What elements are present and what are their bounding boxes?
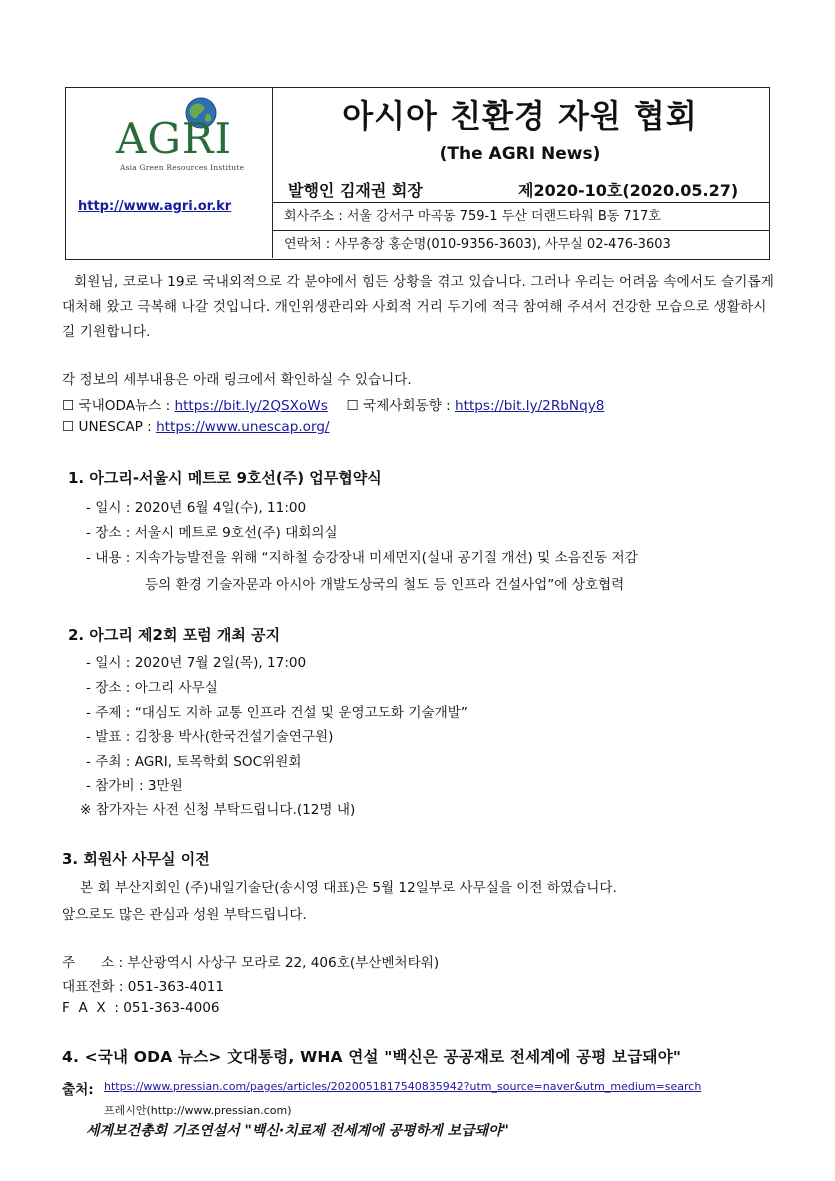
branch-address: 주 소 : 부산광역시 사상구 모라로 22, 406호(부산벤처타워) xyxy=(62,955,440,971)
section-2-title: 2. 아그리 제2회 포럼 개최 공지 xyxy=(68,626,281,644)
issue-number: 제2020-10호(2020.05.27) xyxy=(518,181,739,200)
contact-info: 연락처 : 사무총장 홍순명(010-9356-3603), 사무실 02-476-3603 xyxy=(272,230,770,258)
company-address: 회사주소 : 서울 강서구 마곡동 759-1 두산 더랜드타워 B동 717호 xyxy=(272,202,770,230)
source-label: 출처: xyxy=(62,1082,94,1098)
intl-trend-link[interactable]: https://bit.ly/2RbNqy8 xyxy=(455,398,605,414)
branch-phone: 대표전화 : 051-363-4011 xyxy=(62,979,225,995)
section-2-item: - 일시 : 2020년 7월 2일(목), 17:00 xyxy=(86,655,307,671)
section-2-item: - 장소 : 아그리 사무실 xyxy=(86,680,218,696)
section-1-item: - 장소 : 서울시 메트로 9호선(주) 대회의실 xyxy=(86,525,338,541)
source-link[interactable]: https://www.pressian.com/pages/articles/2020051817540835942?utm_source=naver&utm_medium=search xyxy=(104,1080,702,1093)
section-1-title: 1. 아그리-서울시 메트로 9호선(주) 업무협약식 xyxy=(68,469,382,487)
section-3-title: 3. 회원사 사무실 이전 xyxy=(62,850,210,868)
section-4-title: 4. <국내 ODA 뉴스> 文대통령, WHA 연설 "백신은 공공재로 전세계에 공평 보급돼야" xyxy=(62,1048,682,1066)
logo-cell xyxy=(66,88,273,258)
publisher: 발행인 김재권 회장 xyxy=(288,181,423,200)
section-3-line: 앞으로도 많은 관심과 성원 부탁드립니다. xyxy=(62,907,307,923)
logo-subtitle: Asia Green Resources Institute xyxy=(120,163,245,172)
branch-fax: F A X : 051-363-4006 xyxy=(62,1000,220,1016)
link-row-2 xyxy=(62,419,330,435)
source-site: 프레시안(http://www.pressian.com) xyxy=(104,1104,292,1117)
intl-trend-label: ☐ 국제사회동향 : xyxy=(346,398,455,414)
unescap-label: ☐ UNESCAP : xyxy=(62,419,157,435)
section-1-item: 등의 환경 기술자문과 아시아 개발도상국의 철도 등 인프라 건설사업”에 상호협력 xyxy=(145,577,625,593)
section-2-item: - 주최 : AGRI, 토목학회 SOC위원회 xyxy=(86,754,302,770)
section-2-item: - 참가비 : 3만원 xyxy=(86,778,183,794)
logo-text: AGRI xyxy=(116,114,233,163)
section-1-item: - 내용 : 지속가능발전을 위해 “지하철 승강장내 미세먼지(실내 공기질 개선) 및 소음진동 저감 xyxy=(86,550,638,566)
newsletter-name: (The AGRI News) xyxy=(439,144,601,164)
website-link[interactable]: http://www.agri.or.kr xyxy=(78,199,232,214)
unescap-link[interactable]: https://www.unescap.org/ xyxy=(156,419,330,435)
section-1-item: - 일시 : 2020년 6월 4일(수), 11:00 xyxy=(86,500,307,516)
oda-news-link[interactable]: https://bit.ly/2QSXoWs xyxy=(174,398,328,414)
intro-paragraph: 회원님, 코로나 19로 국내외적으로 각 분야에서 힘든 상황을 겪고 있습니다. 그러나 우리는 어려움 속에서도 슬기롭게 대처해 왔고 극복해 나갈 것입니다. 개인위생관리와 사회적 거리 두기에 적극 참여해 주셔서 건강한 모습으로 생활하시길 기원합니다. xyxy=(62,274,775,340)
section-2-item: - 주제 : “대심도 지하 교통 인프라 건설 및 운영고도화 기술개발” xyxy=(86,705,468,721)
header-box xyxy=(65,87,770,260)
section-2-item: - 발표 : 김창용 박사(한국건설기술연구원) xyxy=(86,729,334,745)
section-3-line: 본 회 부산지회인 (주)내일기술단(송시영 대표)은 5월 12일부로 사무실을 이전 하였습니다. xyxy=(80,880,617,896)
link-row-1 xyxy=(62,394,604,414)
links-lead: 각 정보의 세부내용은 아래 링크에서 확인하실 수 있습니다. xyxy=(62,372,412,388)
oda-news-label: ☐ 국내ODA뉴스 : xyxy=(62,398,175,414)
section-2-note: ※ 참가자는 사전 신청 부탁드립니다.(12명 내) xyxy=(80,802,356,818)
org-title: 아시아 친환경 자원 협회 xyxy=(342,97,698,135)
news-headline: 세계보건총회 기조연설서 "백신·치료제 전세계에 공평하게 보급돼야" xyxy=(86,1123,509,1139)
